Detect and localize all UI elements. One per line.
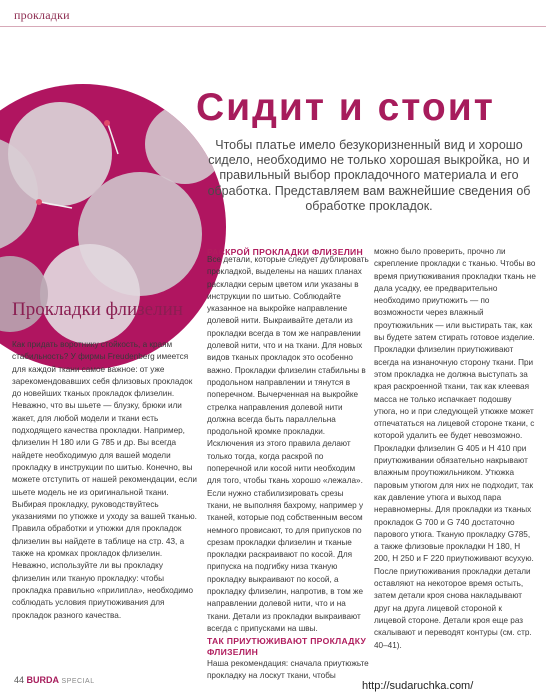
page-number: 44: [14, 675, 25, 685]
middle-column-paragraph: Все детали, которые следует дублировать прокладкой, выделены на наших планах раскладки серым цветом или указаны в инструкции по шитью. Соблюдайте указанное на выкройке направление долевой нити. Выкраивайте детали из прокладки всегда в том же направлении долевой нити, что и на ткани. Для новых видов тканых прокладок это особенно важно. Прокладки флизелин стабильны в продольном направлении и тянутся в поперечном. Вычерченная на выкройке стрелка направления долевой нити должна всегда быть параллельна продольной кромке прокладки. Исключения из этого правила делают только тогда, когда раскрой по поперечной или косой нити необходим для того, чтобы ткань хорошо «лежала». Если нужно стабилизировать срезы ткани, не выполняя бахрому, например у тканей, которые под собственным весом немного провисают, то для припусков по срезам прокладки флизелин и тканые прокладки раскраивают по косой. Для припуска на подгибку низа тканую прокладку выкраивают по косой, а прокладку флизелин, напротив, в том же направлении долевой нити, что и на ткани. Детали из прокладки выкраивают всегда с припусками на швы.: [207, 255, 369, 633]
right-column-paragraph: можно было проверить, прочно ли скрепление прокладки с тканью. Чтобы во время приутюживания прокладки ткань не дала усадку, ее предварительно необходимо приутюжить — по возможности через влажный проутюжильник — или выстирать так, как вы будете затем стирать готовое изделие. Прокладки флизелин приутюживают всегда на изнаночную сторону ткани. При этом прокладка не должна выступать за края раскроенной ткани, так как клеевая масса не только испачкает подошву утюга, но и при следующей утюжке может отпечататься на лицевой стороне ткани, с которой удалить ее будет невозможно. Прокладки флизелин G 405 и H 410 при приутюживании обязательно накрывают влажным проутюжильником. Утюжка паровым утюгом для них не подходит, так как давление утюга и выход пара неравномерны. Для прокладки из тканых прокладок G 700 и G 740 достаточно парового утюга. Тканую прокладку G785, а также флизовые прокладки H 180, H 200, H 250 и F 220 приутюживают всухую. После приутюживания прокладки детали оставляют на некоторое время остыть, затем детали кроя снова накладывают друг на друга лицевой стороной к лицевой стороне. Детали кроя еще раз скалывают и переводят контуры (см. стр. 40–41).: [374, 247, 536, 650]
article-title: Сидит и стоит: [196, 86, 495, 129]
section-label: прокладки: [14, 8, 70, 22]
ironing-heading: ТАК ПРИУТЮЖИВАЮТ ПРОКЛАДКУ ФЛИЗЕЛИН: [207, 636, 367, 657]
left-column-text: [12, 339, 197, 622]
brand-name: BURDA: [26, 675, 60, 685]
fabric-illustration: [0, 84, 226, 370]
top-divider: [0, 26, 546, 27]
right-column-text: [374, 246, 536, 652]
left-column-paragraph: Как придать воротнику стойкость, а краям стабильность? У фирмы Freudenberg имеется для каждой ткани самое важное: от уже зарекомендовавших себя флизовых прокладок до новейших тканых прокладок флизелин. Неважно, что вы шьете — блузку, брюки или жакет, для любой модели и ткани есть подходящего качества прокладки. Например, флизелин H 180 или G 785 и др. Вы всегда найдете необходимую для вашей модели прокладку в инструкции по шитью. Конечно, вы можете отступить от нашей рекомендации, если шьете модель не из оригинальной ткани. Выбирая прокладку, руководствуйтесь указаниями по утюжке и уходу за вашей тканью. Правила обработки и утюжки для прокладок флизелин вы найдете в таблице на стр. 43, а также на кромках прокладок флизелин. Неважно, используйте ли вы прокладку флизелин или тканую прокладку: чтобы прокладка правильно «прилипла», необходимо соблюдать условия приутюживания для прокладок разного качества.: [12, 340, 197, 620]
middle-column-heading: РАСКРОЙ ПРОКЛАДКИ ФЛИЗЕЛИН: [207, 247, 364, 257]
source-watermark: http://sudaruchka.com/: [362, 680, 474, 692]
ironing-text: [207, 658, 372, 683]
edition-label: SPECIAL: [61, 678, 95, 685]
article-lead: Чтобы платье имело безукоризненный вид и хорошо сидело, необходимо не только хорошая выкройка, но и правильный выбор прокладочного материала и его обработка. Представляем вам важнейшие сведения об обработке прокладок.: [207, 138, 531, 213]
left-column-heading: Прокладки флизелин: [12, 299, 183, 320]
ironing-paragraph: Наша рекомендация: сначала приутюжьте прокладку на лоскут ткани, чтобы: [207, 659, 369, 681]
fabric-photo-image: [0, 84, 226, 370]
page-footer: [14, 675, 95, 685]
middle-column-text: [207, 254, 369, 635]
